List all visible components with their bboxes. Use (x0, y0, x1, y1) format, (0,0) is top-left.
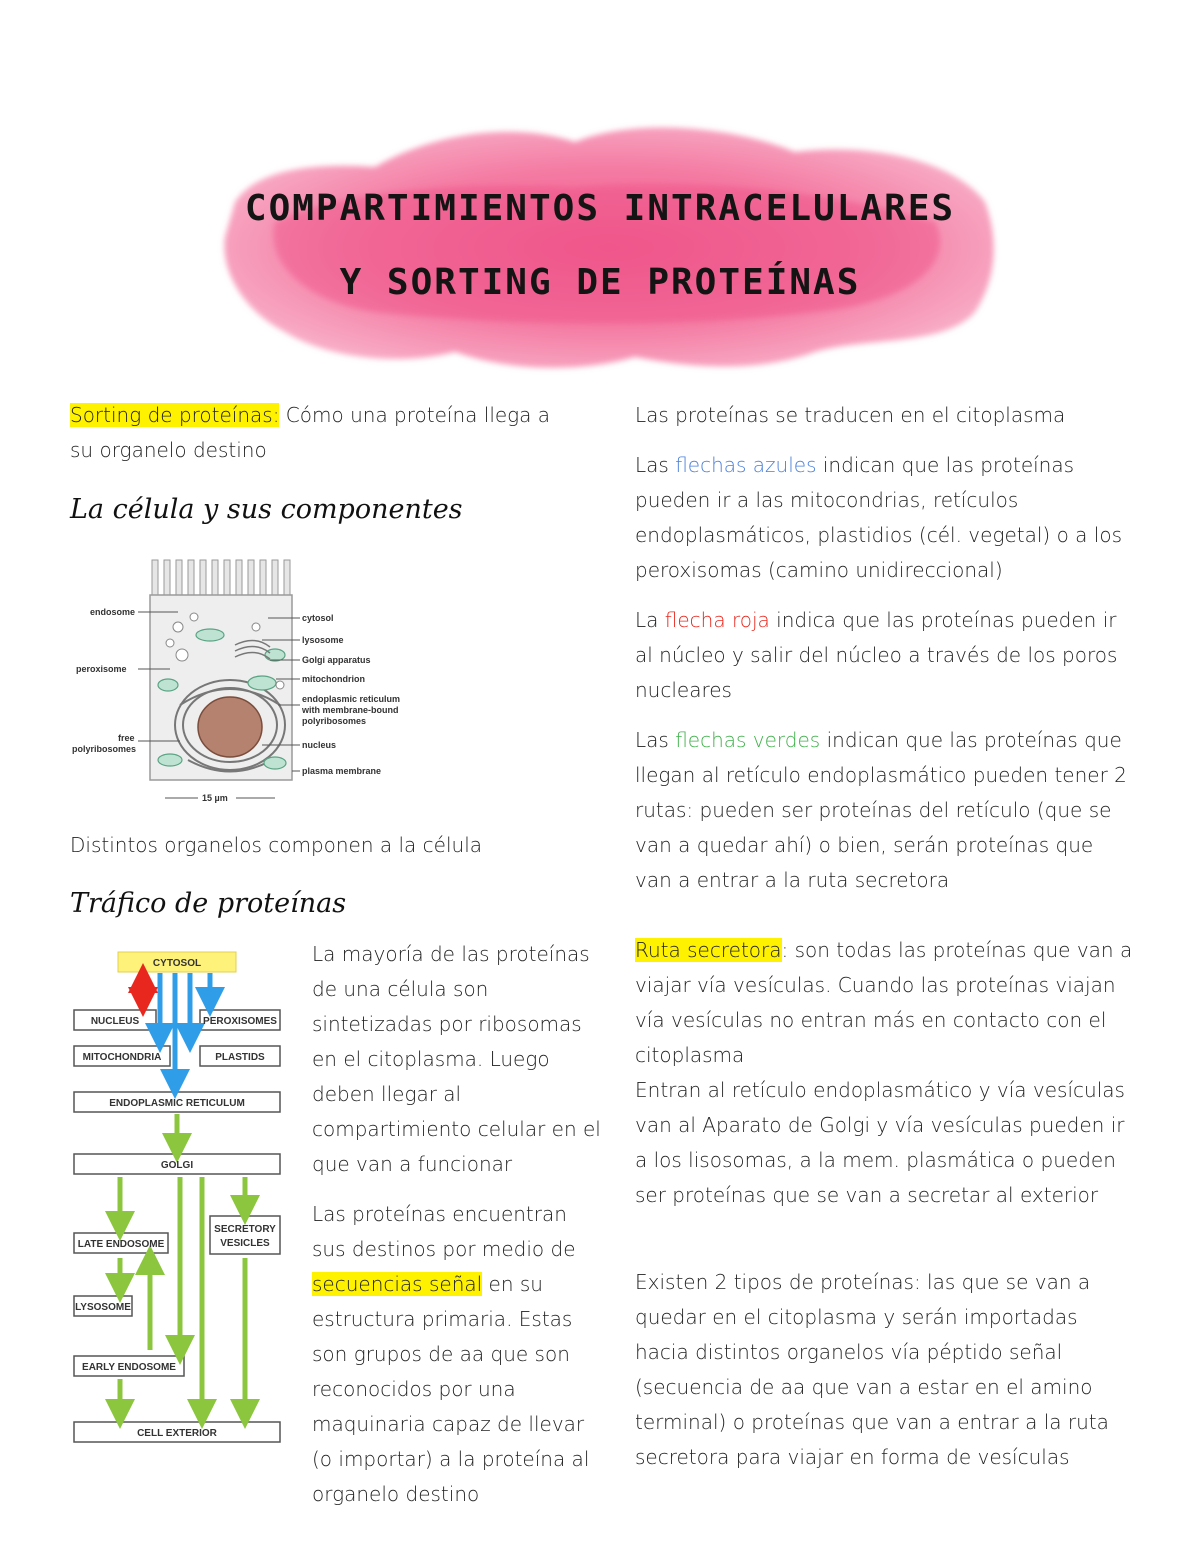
highlight-secretory-route: Ruta secretora (635, 938, 782, 962)
label-cytosol: cytosol (302, 613, 334, 623)
label-er-2: with membrane-bound (302, 705, 399, 715)
label-er-1: endoplasmic reticulum (302, 694, 401, 704)
cell-diagram (70, 555, 415, 805)
title-line-1: COMPARTIMIENTOS INTRACELULARES (244, 188, 956, 229)
diagram-cell-exterior: CELL EXTERIOR (137, 1428, 217, 1439)
right-column (635, 398, 1135, 1475)
traffic-diagram (70, 948, 285, 1448)
title-line-2: Y SORTING DE PROTEÍNAS (339, 262, 861, 303)
blue-arrows-term: flechas azules (675, 453, 817, 477)
diagram-peroxisomes: PEROXISOMES (203, 1016, 277, 1027)
right-paragraph-2: Las flechas azules indican que las proteínas pueden ir a las mitocondrias, retículos endoplasmáticos, plastidios (cél. vegetal) o a los peroxisomas (camino unidireccional) (635, 453, 1122, 582)
traffic-text (312, 937, 602, 1512)
label-endosome: endosome (90, 607, 136, 617)
definition-term: Sorting de proteínas: (70, 403, 280, 427)
label-plasma-membrane: plasma membrane (302, 766, 382, 776)
label-scale: 15 µm (202, 793, 228, 803)
diagram-plastids: PLASTIDS (215, 1052, 265, 1063)
diagram-secretory-2: VESICLES (220, 1238, 270, 1249)
label-nucleus: nucleus (302, 740, 337, 750)
traffic-paragraph-2: Las proteínas encuentran sus destinos por medio de secuencias señal en su estructura primaria. Estas son grupos de aa que son reconocidos por una maquinaria capaz de llevar (o importar) a la proteína al organelo destino (312, 1202, 590, 1506)
diagram-secretory-1: SECRETORY (214, 1224, 276, 1235)
right-paragraph-4: Las flechas verdes indican que las proteínas que llegan al retículo endoplasmático pueden tener 2 rutas: pueden ser proteínas del retículo (que se van a quedar ahí) o bien, serán proteínas que van a entrar a la ruta secretora (635, 728, 1127, 892)
diagram-nucleus: NUCLEUS (90, 1016, 140, 1027)
diagram-early-endosome: EARLY ENDOSOME (82, 1362, 176, 1373)
right-paragraph-5b: Entran al retículo endoplasmático y vía vesículas van al Aparato de Golgi y vía vesículas pueden ir a los lisosomas, a la mem. plasmática o pueden ser proteínas que se van a secretar al exterior (635, 1078, 1125, 1207)
section-title-cell: La célula y sus componentes (70, 494, 463, 525)
red-arrow-term: flecha roja (664, 608, 770, 632)
traffic-paragraph-1: La mayoría de las proteínas de una célula son sintetizadas por ribosomas en el citoplasma. Luego deben llegar al compartimiento celular en el que van a funcionar (312, 942, 601, 1176)
right-paragraph-3: La flecha roja indica que las proteínas pueden ir al núcleo y salir del núcleo a través de los poros nucleares (635, 608, 1118, 702)
right-paragraph-5: Ruta secretora: son todas las proteínas que van a viajar vía vesículas. Cuando las proteínas viajan vía vesículas no entran más en contacto con el citoplasma (635, 938, 1133, 1067)
highlight-signal-sequences: secuencias señal (312, 1272, 483, 1296)
definition (70, 398, 570, 468)
label-lysosome: lysosome (302, 635, 344, 645)
section-title-traffic: Tráfico de proteínas (70, 888, 347, 919)
label-mitochondrion: mitochondrion (302, 674, 365, 684)
label-er-3: polyribosomes (302, 716, 367, 726)
label-peroxisome: peroxisome (76, 664, 127, 674)
label-golgi: Golgi apparatus (302, 655, 371, 665)
cell-caption: Distintos organelos componen a la célula (70, 833, 483, 857)
right-paragraph-1: Las proteínas se traducen en el citoplasma (635, 403, 1066, 427)
label-polyribosomes: polyribosomes (72, 744, 137, 754)
definition-text: Cómo una proteína llega a su organelo destino (70, 403, 551, 462)
diagram-cytosol: CYTOSOL (152, 958, 202, 969)
right-paragraph-6: Existen 2 tipos de proteínas: las que se van a quedar en el citoplasma y serán importadas hacia distintos organelos vía péptido señal (secuencia de aa que van a estar en el amino terminal) o proteínas que van a entrar a la ruta secretora para viajar en forma de vesículas (635, 1270, 1109, 1469)
diagram-golgi: GOLGI (160, 1160, 194, 1171)
green-arrows-term: flechas verdes (675, 728, 821, 752)
label-free: free (118, 733, 135, 743)
title-banner (215, 112, 1000, 377)
diagram-late-endosome: LATE ENDOSOME (77, 1239, 165, 1250)
diagram-mitochondria: MITOCHONDRIA (82, 1052, 162, 1063)
diagram-lysosome: LYSOSOME (75, 1302, 131, 1313)
diagram-er: ENDOPLASMIC RETICULUM (109, 1098, 245, 1109)
